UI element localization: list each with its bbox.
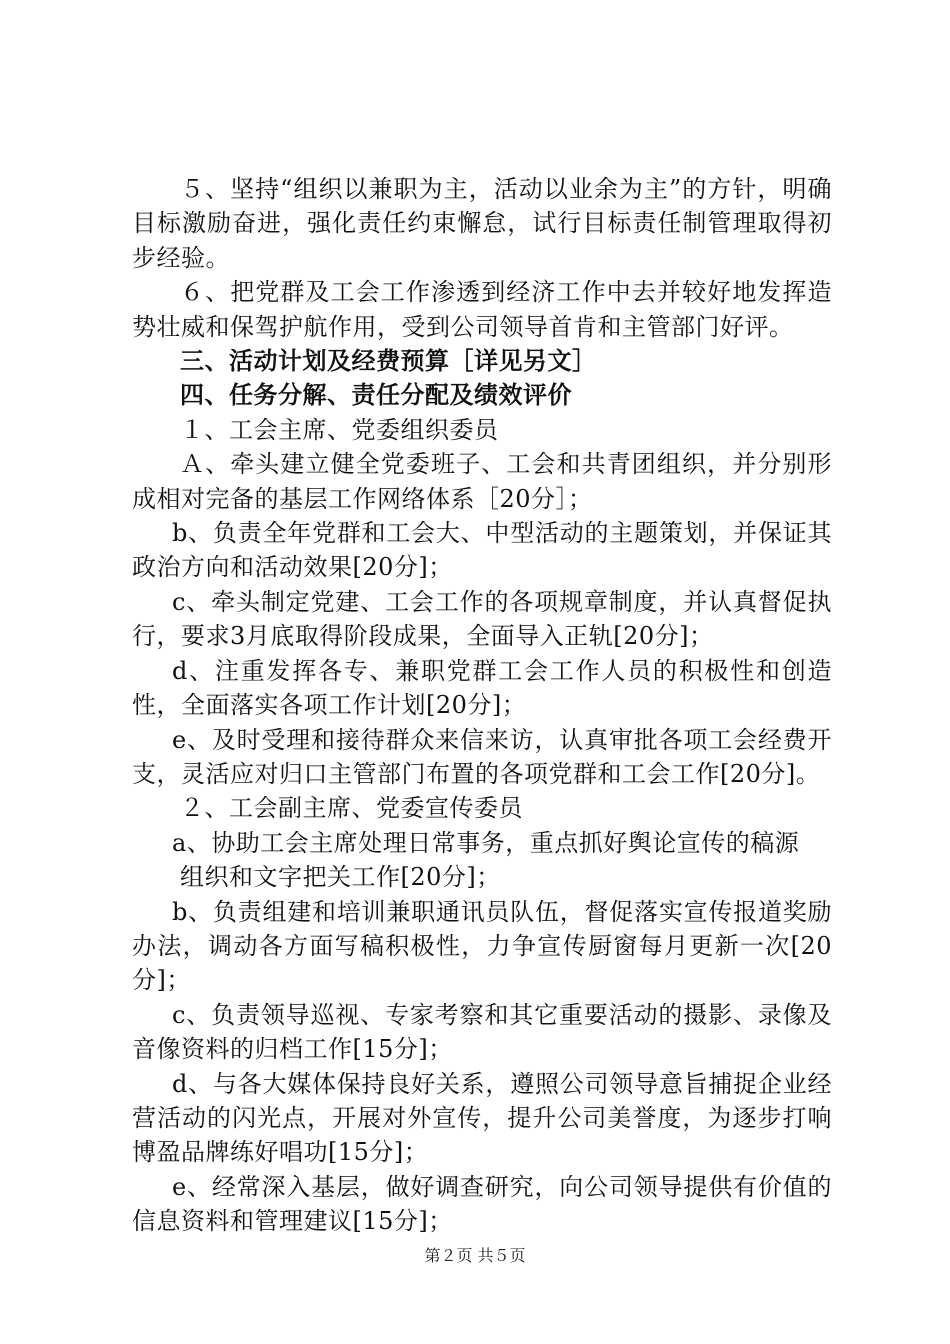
- task-item-2e: e、经常深入基层，做好调查研究，向公司领导提供有价值的信息资料和管理建议[15分]；: [132, 1172, 832, 1236]
- task-item-2a: a、协助工会主席处理日常事务，重点抓好舆论宣传的稿源: [172, 828, 800, 857]
- task-item-1b: b、负责全年党群和工会大、中型活动的主题策划，并保证其政治方向和活动效果[20分]；: [132, 519, 832, 582]
- subsection-heading-2: ２、工会副主席、党委宣传委员: [180, 794, 523, 823]
- task-item-1e: e、及时受理和接待群众来信来访，认真审批各项工会经费开支，灵活应对归口主管部门布置的各项党群和工会工作[20分]。: [132, 725, 832, 788]
- section-heading-4: 四、任务分解、责任分配及绩效评价: [180, 380, 572, 410]
- paragraph-item-6: ６、把党群及工会工作渗透到经济工作中去并较好地发挥造势壮威和保驾护航作用，受到公司领导首肯和主管部门好评。: [132, 278, 832, 341]
- page-number-footer: 第２页 共５页: [424, 1246, 526, 1265]
- task-item-1d: d、注重发挥各专、兼职党群工会工作人员的积极性和创造性，全面落实各项工作计划[20分]；: [132, 656, 832, 720]
- task-item-2a-continuation: 组织和文字把关工作[20分]；: [180, 863, 501, 892]
- task-item-2d: d、与各大媒体保持良好关系，遵照公司领导意旨捕捉企业经营活动的闪光点，开展对外宣传，提升公司美誉度，为逐步打响博盈品牌练好唱功[15分]；: [132, 1069, 832, 1167]
- section-heading-3: 三、活动计划及经费预算［详见另文］: [180, 346, 597, 376]
- task-item-1a: Ａ、牵头建立健全党委班子、工会和共青团组织，并分别形成相对完备的基层工作网络体系［20分］；: [132, 450, 832, 513]
- subsection-heading-1: １、工会主席、党委组织委员: [180, 415, 499, 444]
- paragraph-item-5: ５、坚持“组织以兼职为主，活动以业余为主”的方针，明确目标激励奋进，强化责任约束懈怠，试行目标责任制管理取得初步经验。: [132, 175, 832, 272]
- document-body: [132, 172, 832, 1239]
- task-item-1c: c、牵头制定党建、工会工作的各项规章制度，并认真督促执行，要求3月底取得阶段成果，全面导入正轨[20分]；: [132, 587, 832, 651]
- task-item-2c: c、负责领导巡视、专家考察和其它重要活动的摄影、录像及音像资料的归档工作[15分]；: [132, 1000, 832, 1064]
- task-item-2b: b、负责组建和培训兼职通讯员队伍，督促落实宣传报道奖励办法，调动各方面写稿积极性，力争宣传厨窗每月更新一次[20分]；: [132, 897, 832, 995]
